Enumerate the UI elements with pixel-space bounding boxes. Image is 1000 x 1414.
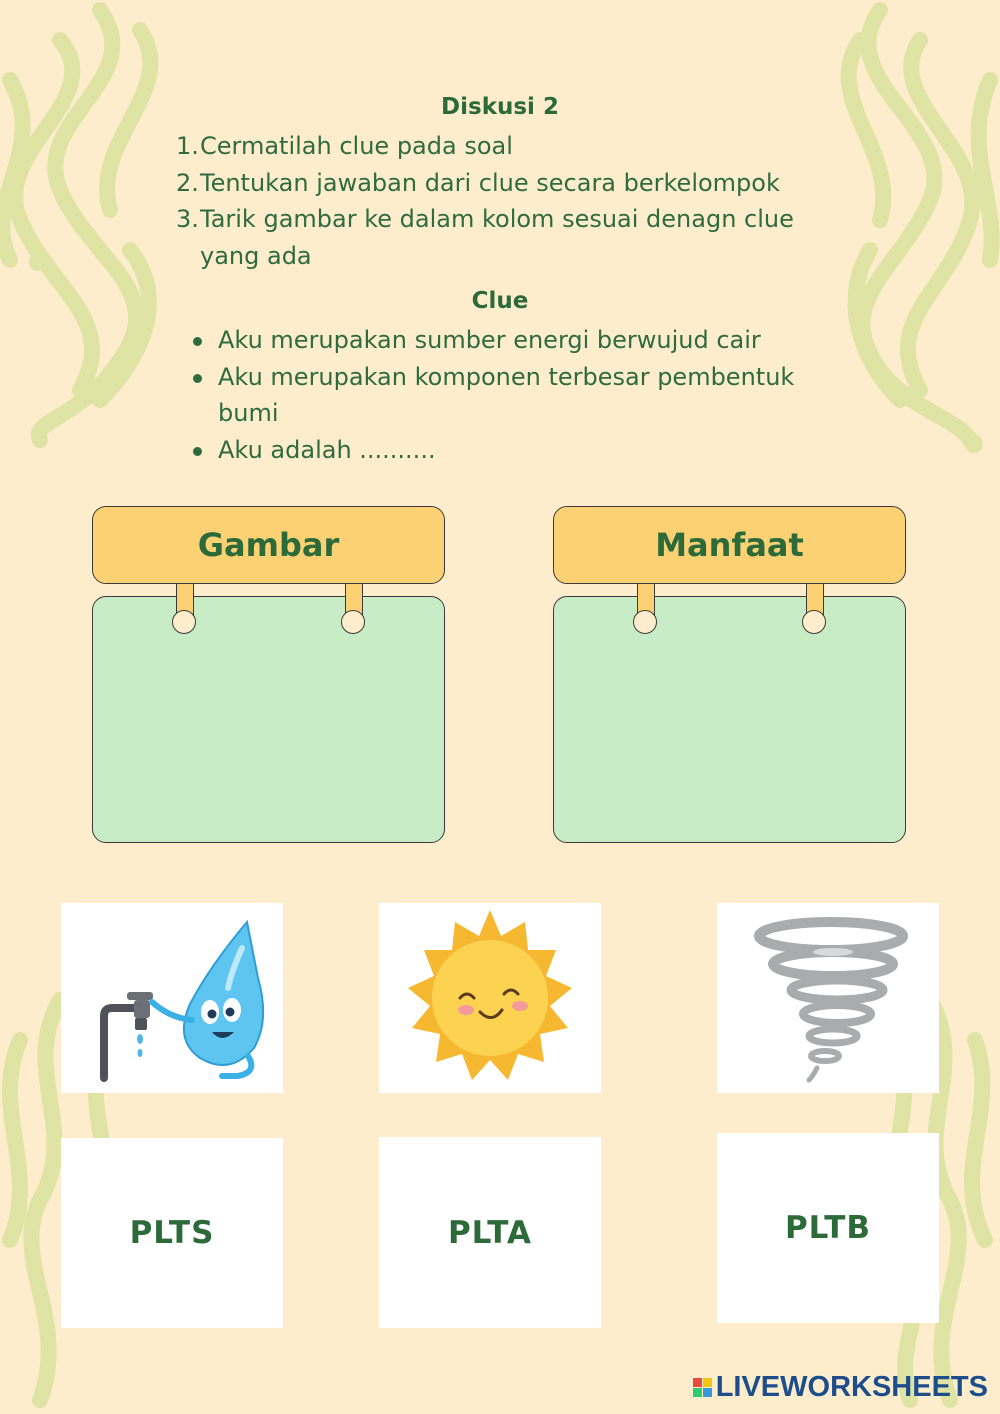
clue-title: Clue xyxy=(471,288,529,314)
gambar-board xyxy=(92,506,447,843)
instruction-text: Cermatilah clue pada soal xyxy=(200,132,513,160)
instruction-number: 3. xyxy=(176,205,199,233)
instruction-number: 2. xyxy=(176,168,199,197)
manfaat-board xyxy=(553,506,908,843)
logo-mark-icon xyxy=(693,1378,712,1397)
clue-item: Aku merupakan komponen terbesar pembentuk bumi xyxy=(190,359,830,432)
logo-text: LIVEWORKSHEETS xyxy=(715,1371,988,1403)
gambar-drop-zone[interactable] xyxy=(92,596,445,843)
tornado-image-card[interactable] xyxy=(717,903,939,1093)
instruction-item xyxy=(176,128,836,165)
instruction-item xyxy=(176,165,836,202)
sun-icon xyxy=(400,908,580,1088)
water-image-card[interactable] xyxy=(61,903,283,1093)
clue-item: Aku adalah .......... xyxy=(190,432,830,469)
liveworksheets-logo xyxy=(693,1371,988,1404)
board-ring xyxy=(802,610,826,634)
clue-list xyxy=(190,322,830,468)
board-ring xyxy=(172,610,196,634)
instruction-text: Tentukan jawaban dari clue secara berkelompok xyxy=(200,168,780,197)
board-ring xyxy=(633,610,657,634)
board-ring xyxy=(341,610,365,634)
instruction-text: Tarik gambar ke dalam kolom sesuai denagn clue yang ada xyxy=(200,205,794,270)
instruction-list xyxy=(176,128,836,274)
manfaat-header: Manfaat xyxy=(553,506,906,584)
water-drop-tap-icon xyxy=(72,908,272,1088)
instruction-item xyxy=(176,201,836,274)
gambar-header: Gambar xyxy=(92,506,445,584)
clue-item: Aku merupakan sumber energi berwujud cair xyxy=(190,322,830,359)
manfaat-drop-zone[interactable] xyxy=(553,596,906,843)
sun-image-card[interactable] xyxy=(379,903,601,1093)
instruction-number: 1. xyxy=(176,132,199,160)
plts-label-card[interactable]: PLTS xyxy=(61,1138,283,1328)
tornado-icon xyxy=(733,908,923,1088)
discussion-title: Diskusi 2 xyxy=(441,94,559,120)
pltb-label-card[interactable]: PLTB xyxy=(717,1133,939,1323)
plta-label-card[interactable]: PLTA xyxy=(379,1137,601,1328)
